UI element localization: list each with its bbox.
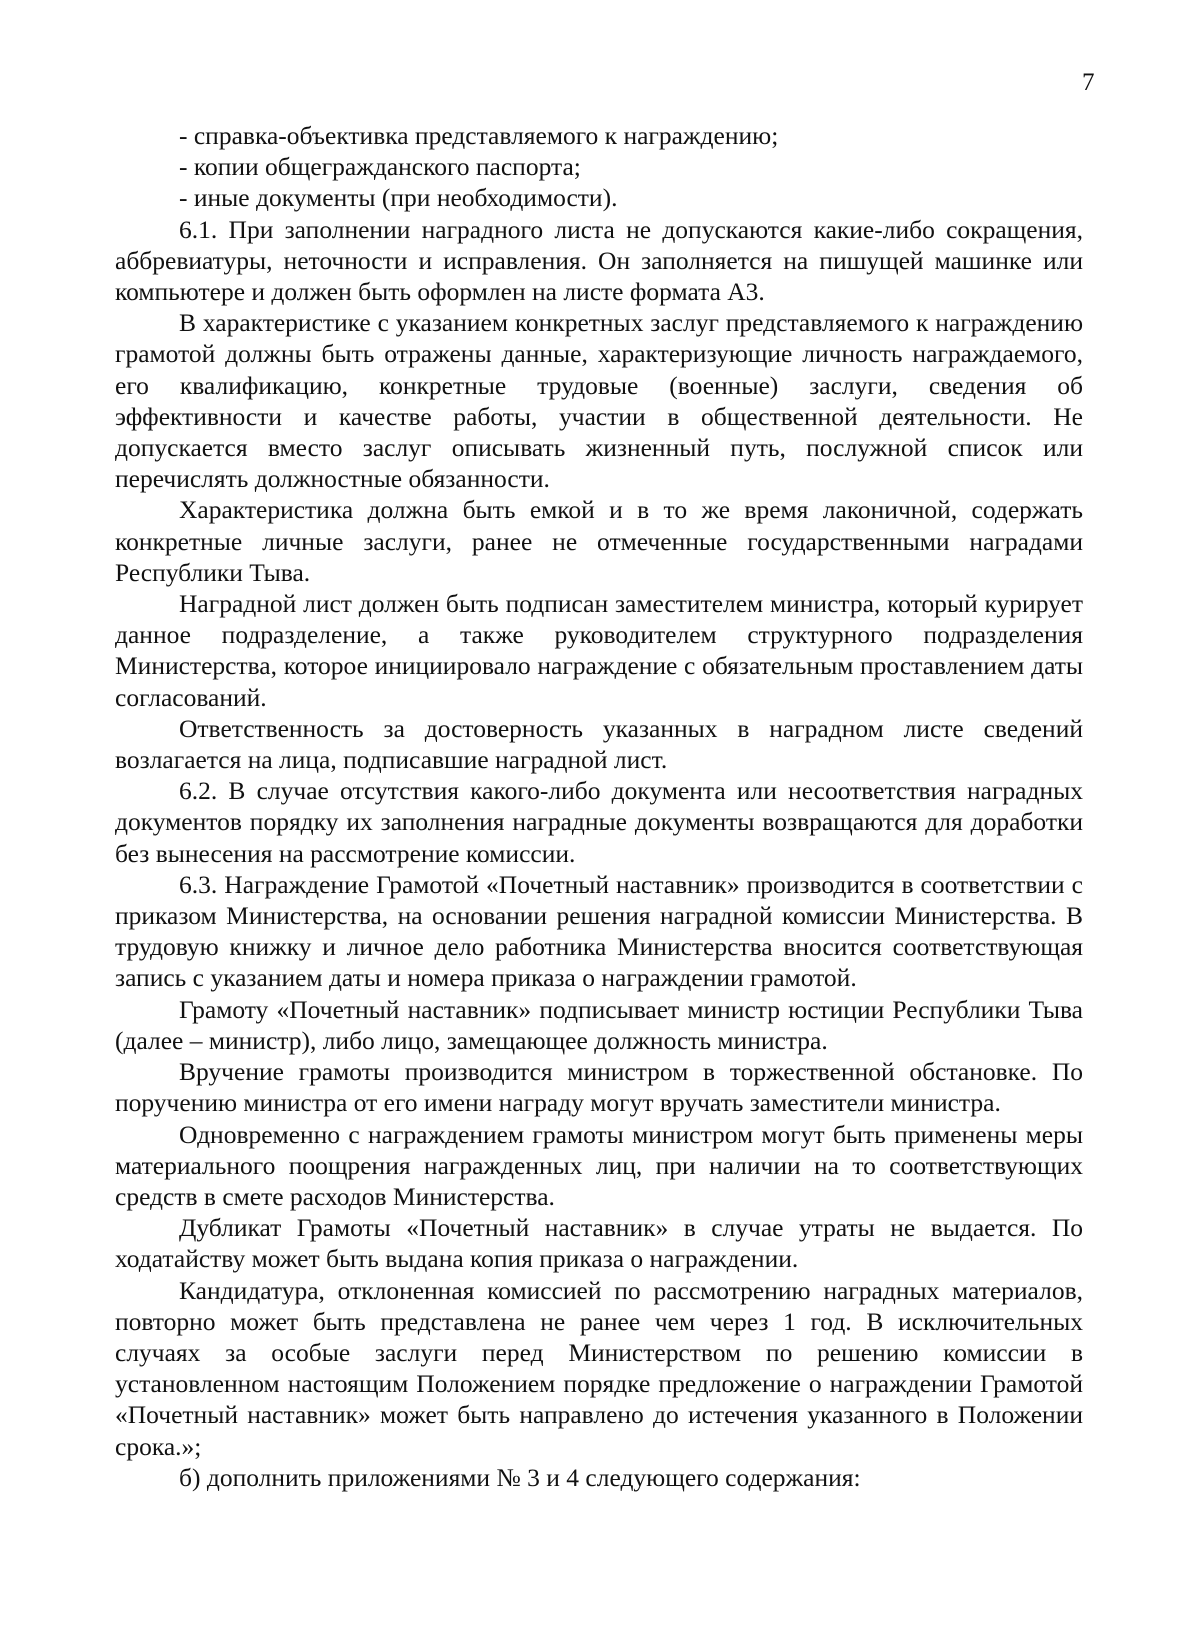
paragraph-material-incentives: Одновременно с награждением грамоты министром могут быть применены меры материального поощрения награжденных лиц, при наличии на то соответствующих средств в смете расходов Министерства. bbox=[115, 1119, 1083, 1211]
paragraph-presentation: Вручение грамоты производится министром в торжественной обстановке. По поручению министра от его имени награду могут вручать заместители министра. bbox=[115, 1057, 1083, 1118]
paragraph-responsibility: Ответственность за достоверность указанных в наградном листе сведений возлагается на лица, подписавшие наградной лист. bbox=[115, 713, 1083, 775]
page-number: 7 bbox=[1082, 69, 1095, 96]
paragraph-award-sheet-signature: Наградной лист должен быть подписан заместителем министра, который курирует данное подразделение, а также руководителем структурного подразделения Министерства, которое инициировало награждение с обязательным проставлением даты согласований. bbox=[115, 589, 1083, 712]
paragraph-6-1: 6.1. При заполнении наградного листа не допускаются какие-либо сокращения, аббревиатуры, неточности и исправления. Он заполняется на пишущей машинке или компьютере и должен быть оформлен на листе формата А3. bbox=[115, 214, 1083, 307]
paragraph-characteristic: В характеристике с указанием конкретных заслуг представляемого к награждению грамотой должны быть отражены данные, характеризующие личность награждаемого, его квалификацию, конкретные трудовые (военные) заслуги, сведения об эффективности и качестве работы, участии в общественной деятельности. Не допускается вместо заслуг описывать жизненный путь, послужной список или перечислять должностные обязанности. bbox=[115, 308, 1083, 494]
paragraph-duplicate: Дубликат Грамоты «Почетный наставник» в случае утраты не выдается. По ходатайству может быть выдана копия приказа о награждении. bbox=[115, 1213, 1083, 1274]
paragraph-characteristic-brief: Характеристика должна быть емкой и в то же время лаконичной, содержать конкретные личные заслуги, ранее не отмеченные государственными наградами Республики Тыва. bbox=[115, 495, 1083, 587]
paragraph-rejected-candidate: Кандидатура, отклоненная комиссией по рассмотрению наградных материалов, повторно может быть представлена не ранее чем через 1 год. В исключительных случаях за особые заслуги перед Министерством по решению комиссии в установленном настоящим Положением порядке предложение о награждении Грамотой «Почетный наставник» может быть направлено до истечения указанного в Положении срока.»; bbox=[115, 1275, 1083, 1461]
list-item-reference: - справка-объективка представляемого к награждению; bbox=[179, 121, 779, 150]
list-item-other-documents: - иные документы (при необходимости). bbox=[179, 183, 618, 213]
list-item-passport-copies: - копии общегражданского паспорта; bbox=[179, 152, 581, 182]
paragraph-signing: Грамоту «Почетный наставник» подписывает министр юстиции Республики Тыва (далее – министр), либо лицо, замещающее должность министра. bbox=[115, 994, 1083, 1055]
paragraph-6-3: 6.3. Награждение Грамотой «Почетный наставник» производится в соответствии с приказом Министерства, на основании решения наградной комиссии Министерства. В трудовую книжку и личное дело работника Министерства вносится соответствующая запись с указанием даты и номера приказа о награждении грамотой. bbox=[115, 869, 1083, 993]
paragraph-amendment-b: б) дополнить приложениями № 3 и 4 следующего содержания: bbox=[179, 1462, 861, 1492]
paragraph-6-2: 6.2. В случае отсутствия какого-либо документа или несоответствия наградных документов порядку их заполнения наградные документы возвращаются для доработки без вынесения на рассмотрение комиссии. bbox=[115, 776, 1083, 868]
document-body bbox=[115, 120, 1083, 1493]
